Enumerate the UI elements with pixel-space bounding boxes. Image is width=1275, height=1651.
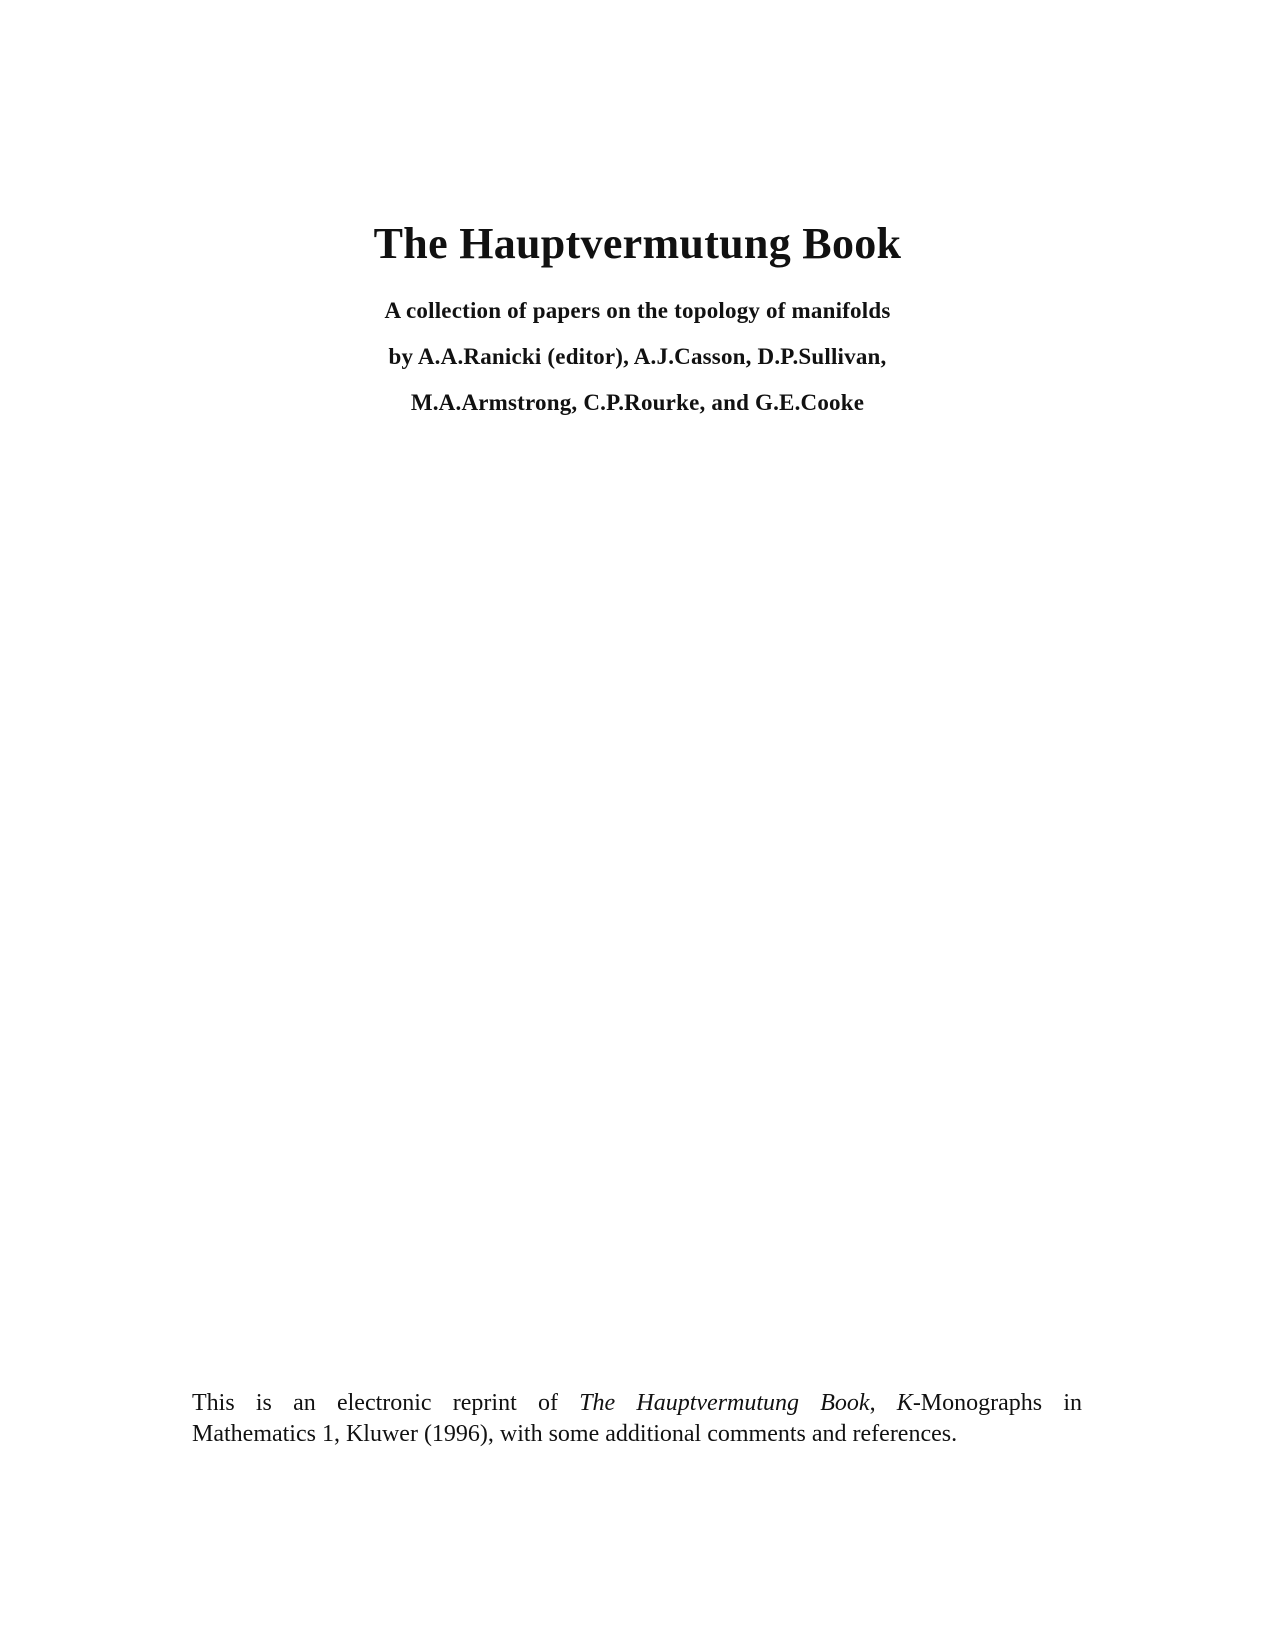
reprint-note (192, 1388, 1082, 1450)
note-line1-rest: -Monographs in (912, 1390, 1083, 1416)
subtitle-line: A collection of papers on the topology of manifolds (384, 298, 891, 323)
subtitle-line: M.A.Armstrong, C.P.Rourke, and G.E.Cooke (410, 390, 865, 415)
page-title: The Hauptvermutung Book (373, 219, 902, 268)
note-k-letter: K (896, 1390, 913, 1416)
note-prefix: This is an electronic reprint of (192, 1390, 558, 1416)
note-comma: , (869, 1390, 876, 1416)
subtitle-line: by A.A.Ranicki (editor), A.J.Casson, D.P.Sullivan, (388, 344, 887, 369)
subtitle (0, 288, 1275, 426)
note-book-title: The Hauptvermutung Book (579, 1390, 870, 1416)
title-block (0, 218, 1275, 426)
reprint-note-line-2: Mathematics 1, Kluwer (1996), with some additional comments and references. (192, 1421, 958, 1447)
reprint-note-line-1 (192, 1388, 1082, 1419)
